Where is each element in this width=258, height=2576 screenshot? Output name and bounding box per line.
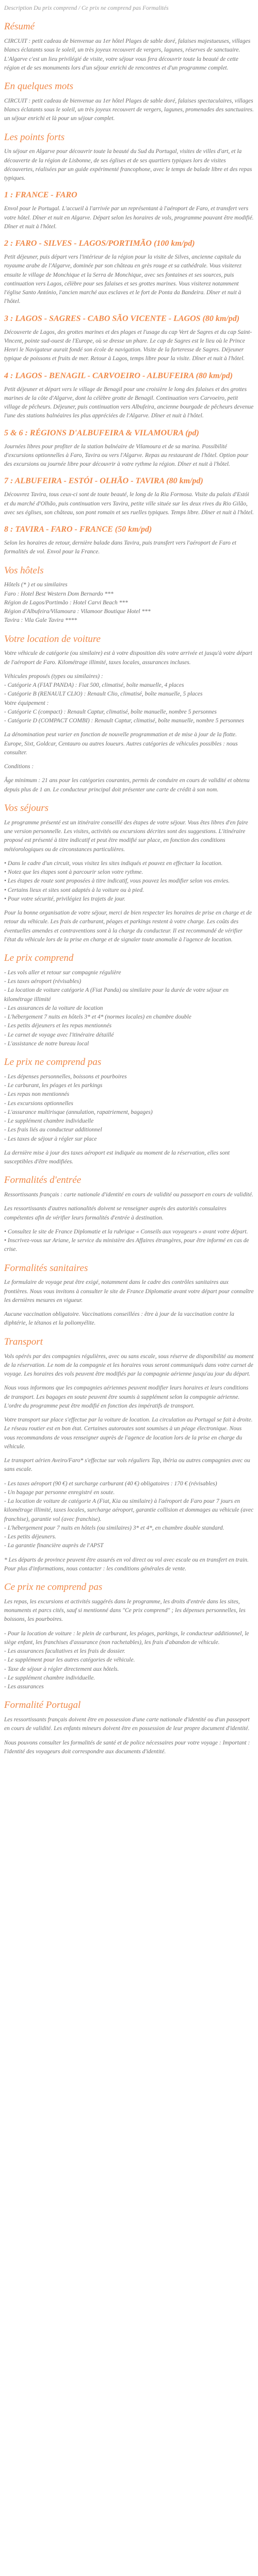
pratique-title: Formalité Portugal	[4, 1700, 81, 1711]
pratique-text: Les ressortissants français doivent être en possession d'une carte nationale d'identité ou d'un passeport en cours de validité. Les enfants mineurs doivent être en possession de leur propre document d'identité.	[4, 1717, 250, 1732]
day3-text: Découverte de Lagos, des grottes marines et des plages et l'usage du cap Vert de Sagres et du cap Saint-Vincent, pointe sud-ouest de l'Europe, où se dresse un phare. Le cap de Sagres est le lieu où le Prince Henri le Navigateur aurait fondé son école de navigation. Visite de la forteresse de Sagres. Déjeuner typique de poissons et fruits de mer. Retour à Lagos, temps libre pour la visite. Dîner et nuit à l'hôtel.	[4, 329, 252, 362]
bagages-note: * Les départs de province peuvent être assurés en vol direct ou vol avec escale ou en transfert en train. Pour plus d'informations, nous contacter : les conditions générales de vente.	[4, 1556, 249, 1572]
list-item: - L'hébergement pour 7 nuits en hôtels (ou similaires) 3* et 4*, en chambre double standard.	[4, 1524, 224, 1531]
sanitaires-title: Formalités sanitaires	[4, 1262, 88, 1274]
list-item: - Taxe de séjour à régler directement aux hôtels.	[4, 1666, 119, 1672]
sanitaires-note: Aucune vaccination obligatoire. Vaccinations conseillées : être à jour de la vaccination contre la diphtérie, le tétanos et la poliomyélite.	[4, 1311, 234, 1327]
resume-title: Résumé	[4, 21, 35, 32]
list-item: - Le carnet de voyage avec l'itinéraire détaillé	[4, 1031, 114, 1038]
quelques-text: CIRCUIT : petit cadeau de bienvenue au 1er hôtel Plages de sable doré, falaises spectaculaires, villages blancs éclatants sous le soleil, un très joyeux recouvert de vergers, lagunes, promenades des sanctuaires. un séjour enrichi et là pour un séjour complet.	[4, 97, 254, 122]
day4-text: Petit déjeuner et départ vers le village de Benagil pour une croisière le long des falaises et des grottes marines de la côte d'Algarve, dont la célèbre grotte de Benagil. Continuation vers Carvoeiro, petit village de pêcheurs. Déjeuner, puis continuation vers Albufeira, ancienne bourgade de pêcheurs devenue l'une des stations balnéaires les plus appréciées de l'Algarve. Dîner et nuit à l'hôtel.	[4, 386, 254, 419]
prix-nc-text: Les repas, les excursions et activités suggérés dans le programme, les droits d'entrée dans les sites, monuments et parcs cités, sauf si mentionné dans "Ce prix comprend" ; les dépenses personnelles, les boissons, les pourboires.	[4, 1598, 246, 1623]
list-item: - Catégorie D (COMPACT COMBI) : Renault Captur, climatisé, boîte manuelle, nombre 5 personnes	[4, 718, 244, 724]
list-item: - Les vols aller et retour sur compagnie régulière	[4, 969, 121, 976]
day3-title: 3 : LAGOS - SAGRES - CABO SÃO VICENTE - LAGOS (80 km/pd)	[4, 314, 240, 323]
day8-title: 8 : TAVIRA - FARO - FRANCE (50 km/pd)	[4, 525, 152, 534]
list-item: Faro : Hotel Best Western Dom Bernardo ***	[4, 590, 114, 597]
list-item: - L'assurance multirisque (annulation, rapatriement, bagages)	[4, 1109, 153, 1115]
day1-text: Envol pour le Portugal. L'accueil à l'arrivée par un représentant à l'aéroport de Faro, et transfert vers votre hôtel. Dîner et nuit en Algarve. Départ selon les horaires de vols, programme pouvant être modifié. Dîner et nuit à l'hôtel.	[4, 206, 254, 230]
breadcrumb: Description Du prix comprend / Ce prix ne comprend pas Formalités	[4, 5, 169, 11]
list-item: - Les assurances de la voiture de location	[4, 1005, 103, 1011]
list-item: - La garantie financière auprès de l'APST	[4, 1543, 104, 1549]
vol-text: Votre véhicule de catégorie (ou similaire) est à votre disposition dès votre arrivée et jusqu'à votre départ de l'aéroport de Faro. Kilométrage illimité, taxes locales, assurances incluses.	[4, 650, 252, 666]
day5-text: Journées libres pour profiter de la station balnéaire de Vilamoura et de sa marina. Possibilité d'excursions optionnelles à Faro, Tavira ou vers l'Algarve. Repas au restaurant de l'hôtel. Option pour des excursions ou journée libre pour découvrir à votre rythme la région. Dîner et nuit à l'hôtel.	[4, 443, 249, 468]
day5-title: 5 & 6 : RÉGIONS D'ALBUFEIRA & VILAMOURA (pd)	[4, 428, 199, 437]
list-item: • Certains lieux et sites sont adaptés à la voiture ou à pied.	[4, 887, 144, 893]
vol-cond-title: Conditions :	[4, 764, 34, 770]
transport-text3: Votre transport sur place s'effectue par la voiture de location. La circulation au Portugal se fait à droite. Le réseau routier est en bon état. Certaines autoroutes sont soumises à un péage électronique. Nous vous recommandons de vous renseigner auprès de l'agence de location lors de la prise en charge du véhicule.	[4, 1417, 253, 1450]
hotels-list	[4, 581, 254, 625]
list-item: - Catégorie B (RENAULT CLIO) : Renault Clio, climatisé, boîte manuelle, 5 places	[4, 691, 203, 698]
list-item: - La location de voiture catégorie A (Fiat Panda) ou similaire pour la durée de votre séjour en kilométrage illimité	[4, 987, 229, 1003]
vol-note: La dénomination peut varier en fonction de nouvelle programmation et de mise à jour de la flotte. Europe, Sixt, Goldcar, Centauro ou autres loueurs. Autres catégories de véhicules possibles : nous consulter.	[4, 732, 238, 756]
formalites-title: Formalités d'entrée	[4, 1175, 82, 1186]
list-item: - Le carburant, les péages et les parkings	[4, 1082, 103, 1089]
transport-text2: Nous vous informons que les compagnies aériennes peuvent modifier leurs horaires et leurs conditions de transport. Les bagages en soute peuvent être soumis à supplément selon la compagnie aérienne. L'ordre du programme peut être modifié en fonction des impératifs de transport.	[4, 1385, 249, 1409]
quelques-title: En quelques mots	[4, 81, 74, 92]
list-item: - Les petits déjeuners et les repas mentionnés	[4, 1023, 112, 1029]
day7-text: Découvrez Tavira, tous ceux-ci sont de toute beauté, le long de la Ria Formosa. Visite du palais d'Estói et du marché d'Olhão, puis continuation vers Tavira, petite ville située sur les deux rives du Rio Gilão, avec ses églises, son château, son pont romain et ses ruelles typiques. Temps libre. Dîner et nuit à l'hôtel.	[4, 492, 254, 516]
list-item: - Les assurances facultatives et les frais de dossier.	[4, 1648, 125, 1655]
list-item: • Les étapes de route sont proposées à titre indicatif, vous pouvez les modifier selon vos envies.	[4, 878, 230, 885]
list-item: - Les assurances	[4, 1684, 44, 1690]
list-item: Hôtels (* ) et ou similaires	[4, 582, 68, 588]
day7-title: 7 : ALBUFEIRA - ESTÓI - OLHÃO - TAVIRA (80 km/pd)	[4, 477, 203, 486]
prix-list	[4, 969, 254, 1048]
pratique-note: Nous pouvons consulter les formalités de santé et de police nécessaires pour votre voyage : Important : l'identité des voyageurs doit correspondre aux documents d'identité.	[4, 1739, 250, 1755]
noprix-list	[4, 1073, 254, 1144]
forts-title: Les points forts	[4, 131, 65, 143]
noprix-title: Le prix ne comprend pas	[4, 1057, 102, 1068]
forts-text: Un séjour en Algarve pour découvrir toute la beauté du Sud du Portugal, visites de villes d'art, et la découverte de la région de Lisbonne, de ses églises et de ses quartiers typiques lors de visites découvertes, réalisées par un guide expérimenté francophone, avec le temps de balade libre et des repas typiques.	[4, 148, 252, 182]
list-item: • Inscrivez-vous sur Ariane, le service du ministère des Affaires étrangères, pour être informé en cas de crise.	[4, 1238, 249, 1253]
list-item: - Les dépenses personnelles, boissons et pourboires	[4, 1073, 127, 1080]
sejour-title: Vos séjours	[4, 802, 49, 814]
day1-title: 1 : FRANCE - FARO	[4, 191, 77, 200]
list-item: Région d'Albufeira/Vilamoura : Vilamoor Boutique Hotel ***	[4, 608, 151, 615]
vol-title: Votre location de voiture	[4, 633, 101, 645]
list-item: • Consultez le site de France Diplomatie et la rubrique « Conseils aux voyageurs » avant votre départ.	[4, 1228, 248, 1235]
list-item: Véhicules proposés (types ou similaires) :	[4, 673, 103, 680]
list-item: Région de Lagos/Portimão : Hotel Carvi Beach ***	[4, 599, 128, 606]
list-item: - L'hébergement 7 nuits en hôtels 3* et 4* (normes locales) en chambre double	[4, 1014, 191, 1021]
sejour-text: Le programme présenté est un itinéraire conseillé des étapes de votre séjour. Vous êtes libres d'en faire une version personnelle. Les visites, activités ou excursions décrites sont des suggestions. L'itinéraire proposé est présenté à titre indicatif et peut être modifié sur place, en fonction des conditions météorologiques ou de circonstances particulières.	[4, 819, 248, 853]
list-item: - Les taxes de séjour à régler sur place	[4, 1136, 97, 1142]
day4-title: 4 : LAGOS - BENAGIL - CARVOEIRO - ALBUFEIRA (80 km/pd)	[4, 371, 233, 380]
noprix-note: La dernière mise à jour des taxes aéroport est indiquée au moment de la réservation, elles sont susceptibles d'être modifiées.	[4, 1149, 230, 1165]
bagages-text: Le transport aérien Aveiro/Faro* s'effectue sur vols réguliers Tap, ibéria ou autres compagnies avec ou sans escale.	[4, 1458, 250, 1473]
hotels-title: Vos hôtels	[4, 565, 44, 576]
list-item: - Le supplément chambre individuelle	[4, 1118, 94, 1125]
list-item: - Pour la location de voiture : le plein de carburant, les péages, parkings, le conducteur additionnel, le siège enfant, les franchises d'assurance (non rachetables), les frais d'abandon de véhicule.	[4, 1630, 249, 1646]
formalites-text2: Les ressortissants d'autres nationalités doivent se renseigner auprès des autorités consulaires compétentes afin de vérifier leurs formalités d'entrée à destination.	[4, 1206, 227, 1221]
list-item: - Le supplément chambre individuelle.	[4, 1674, 95, 1681]
resume-text: CIRCUIT : petit cadeau de bienvenue au 1er hôtel Plages de sable doré, falaises majestueuses, villages blancs éclatants sous le soleil, un très joyeux recouvert de vergers, lagunes, réserves de sanctuaire. L'Algarve c'est un lieu privilégié de visite, votre séjour vous fera découvrir toute la beauté de cette région et de ses monuments lors d'un séjour enrichi de rencontres et d'un programme complet.	[4, 38, 251, 71]
formalites-list	[4, 1228, 254, 1255]
formalites-text: Ressortissants français : carte nationale d'identité en cours de validité ou passeport en cours de validité.	[4, 1192, 253, 1198]
vol-cond: Âge minimum : 21 ans pour les catégories courantes, permis de conduire en cours de validité et obtenu depuis plus de 1 an. Le conducteur principal doit présenter une carte de crédit à son nom.	[4, 777, 250, 793]
prix-title: Le prix comprend	[4, 953, 74, 964]
list-item: • Pour votre sécurité, privilégiez les trajets de jour.	[4, 895, 125, 902]
list-item: • Notez que les étapes sont à parcourir selon votre rythme.	[4, 869, 143, 876]
day8-text: Selon les horaires de retour, dernière balade dans Tavira, puis transfert vers l'aéroport de Faro et formalités de vol. Envol pour la France.	[4, 540, 236, 555]
sejour-extra: Pour la bonne organisation de votre séjour, merci de bien respecter les horaires de prise en charge et de retour du véhicule. Les frais de carburant, péages et parkings restent à votre charge. Les coûts des éventuelles amendes et contraventions sont à la charge du conducteur. Il est recommandé de vérifier l'état du véhicule lors de la prise en charge et de signaler toute anomalie à l'agence de location.	[4, 910, 252, 943]
list-item: • Dans le cadre d'un circuit, vous visitez les sites indiqués et pouvez en effectuer la location.	[4, 860, 223, 867]
list-item: - Catégorie A (FIAT PANDA) : Fiat 500, climatisé, boîte manuelle, 4 places	[4, 682, 184, 689]
list-item: - Les excursions optionnelles	[4, 1100, 73, 1107]
list-item: - Les taxes aéroport (révisables)	[4, 978, 82, 985]
sanitaires-text: Le formulaire de voyage peut être exigé, notamment dans le cadre des contrôles sanitaires aux frontières. Nous vous invitons à consulter le site de France Diplomatie avant votre départ pour connaître les dernières mesures en vigueur.	[4, 1279, 254, 1303]
list-item: Tavira : Vila Gale Tavira ****	[4, 617, 77, 624]
list-item: - Les repas non mentionnés	[4, 1091, 70, 1098]
transport-title: Transport	[4, 1336, 43, 1347]
list-item: - Les petits déjeuners.	[4, 1534, 56, 1540]
vol-list	[4, 672, 254, 726]
transport-text: Vols opérés par des compagnies régulières, avec ou sans escale, sous réserve de disponibilité au moment de la réservation. Le nom de la compagnie et les horaires vous seront communiqués dans votre carnet de voyage. Les horaires des vols peuvent être modifiés par la compagnie aérienne jusqu'au jour du départ.	[4, 1353, 254, 1378]
prix-nc-title: Ce prix ne comprend pas	[4, 1582, 103, 1593]
list-item: Votre équipement :	[4, 700, 49, 706]
day2-text: Petit déjeuner, puis départ vers l'intérieur de la région pour la visite de Silves, ancienne capitale du royaume arabe de l'Algarve, dominée par son château en grès rouge et sa cathédrale. Vous visiterez ensuite le village de Monchique et la Serra de Monchique, avec ses fontaines et ses sources, puis continuation vers Lagos, célèbre pour ses falaises et ses grottes marines. Vous visiterez notamment l'église Santo António, l'ancien marché aux esclaves et le fort de Ponta da Bandeira. Dîner et nuit à l'hôtel.	[4, 254, 242, 305]
prix-nc-list	[4, 1630, 254, 1692]
list-item: - Le supplément pour les autres catégories de véhicule.	[4, 1657, 135, 1664]
day2-title: 2 : FARO - SILVES - LAGOS/PORTIMÃO (100 km/pd)	[4, 239, 195, 248]
list-item: - Les taxes aéroport (90 €) et surcharge carburant (40 €) obligatoires : 170 € (révisables)	[4, 1480, 217, 1487]
list-item: - Un bagage par personne enregistré en soute.	[4, 1489, 115, 1496]
list-item: - La location de voiture de catégorie A (Fiat, Kia ou similaire) à l'aéroport de Faro pour 7 jours en kilométrage illimité, taxes locales, surcharge aéroport, garantie collision et dommages au véhicule (avec franchise), garantie vol (avec franchise).	[4, 1498, 254, 1522]
bagages-list	[4, 1480, 254, 1551]
list-item: - Les frais liés au conducteur additionnel	[4, 1127, 102, 1133]
list-item: - L'assistance de notre bureau local	[4, 1040, 89, 1047]
list-item: - Catégorie C (compact) : Renault Captur, climatisé, boîte manuelle, nombre 5 personnes	[4, 708, 217, 715]
sejour-list	[4, 859, 254, 904]
